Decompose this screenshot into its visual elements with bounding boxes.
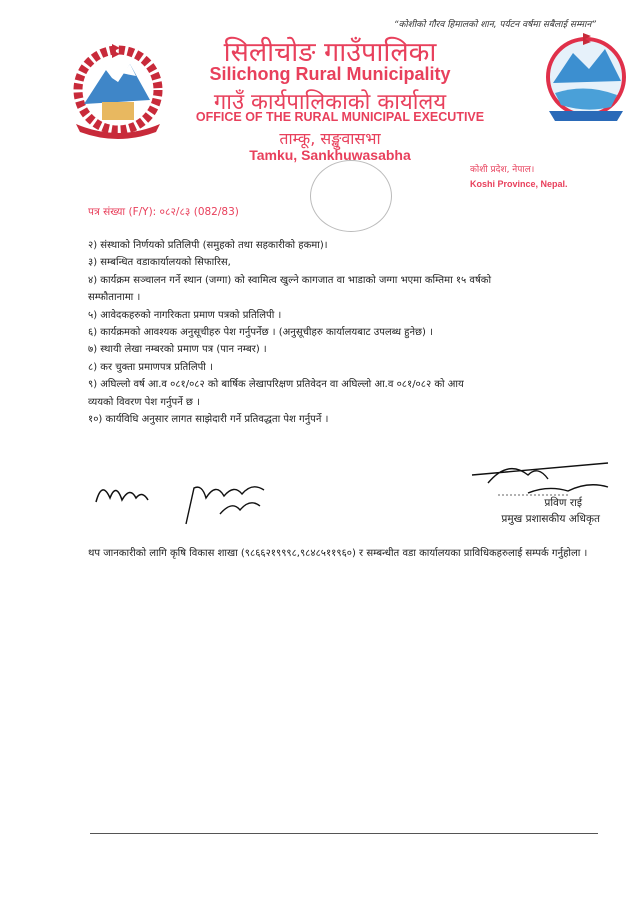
list-item: सम्फौतानामा ।	[88, 292, 141, 304]
signatory-block	[440, 495, 600, 527]
signature-1	[92, 478, 152, 514]
list-item: ७) स्थायी लेखा नम्बरको प्रमाण पत्र (पान नम्बर) ।	[88, 344, 267, 356]
province-english: Koshi Province, Nepal.	[470, 179, 568, 189]
requirements-list	[88, 237, 603, 428]
list-item: ३) सम्बन्धित वडाकार्यालयको सिफारिस,	[88, 257, 231, 269]
list-item: ५) आवेदकहरुको नागरिकता प्रमाण पत्रको प्रतिलिपी ।	[88, 309, 282, 321]
province-nepali: कोशी प्रदेश, नेपाल।	[470, 165, 535, 175]
list-item: ९) अघिल्लो वर्ष आ.व ०८१/०८२ को बार्षिक लेखापरिक्षण प्रतिवेदन वा अघिल्लो आ.व ०८१/०८२ को आय	[88, 379, 464, 391]
list-item: ८) कर चुक्ता प्रमाणपत्र प्रतिलिपी ।	[88, 361, 213, 373]
reference-number: पत्र संख्या (F/Y): ०८२/८३ (082/83)	[88, 206, 239, 218]
signatory-name: प्रविण राई	[544, 497, 582, 509]
municipality-name-nepali: सिलीचोङ गाउँपालिका	[223, 37, 437, 68]
office-name-english: OFFICE OF THE RURAL MUNICIPAL EXECUTIVE	[195, 110, 485, 124]
contact-note: थप जानकारीको लागि कृषि विकास शाखा (९८६६२१९९९८,९८४८५११९६०) र सम्बन्धीत वडा कार्यालयका प्राविधिकहरुलाई सम्पर्क गर्नुहोला ।	[88, 548, 588, 559]
list-item: व्ययको विवरण पेश गर्नुपर्ने छ ।	[88, 396, 200, 408]
silichong-municipality-logo	[545, 33, 627, 133]
address-nepali: ताम्कू, सङ्खुवासभा	[279, 129, 381, 148]
office-stamp	[310, 160, 392, 232]
province	[470, 163, 568, 192]
list-item: २) संस्थाको निर्णयको प्रतिलिपी (समुहको तथा सहकारीको हकमा)।	[88, 240, 328, 251]
signatory-title: प्रमुख प्रशासकीय अधिकृत	[501, 513, 600, 525]
list-item: १०) कार्यविधि अनुसार लागत साझेदारी गर्ने प्रतिवद्धता पेश गर्नुपर्ने ।	[88, 414, 329, 426]
slogan: “कोशीको गौरव हिमालको शान, पर्यटन वर्षमा सबैलाई सम्मान”	[393, 20, 596, 30]
office-name-nepali: गाउँ कार्यपालिकाको कार्यालय	[213, 90, 447, 115]
address-english: Tamku, Sankhuwasabha	[249, 147, 411, 163]
list-item: ४) कार्यक्रम सञ्चालन गर्ने स्थान (जग्गा) को स्वामित्व खुल्ने कागजात वा भाडाको जग्गा भएमा कम्तिमा १५ वर्षको	[88, 274, 492, 286]
signature-2	[180, 478, 270, 533]
municipality-name-english: Silichong Rural Municipality	[209, 64, 451, 84]
footer-divider	[90, 833, 598, 834]
list-item: ६) कार्यक्रमको आवश्यक अनुसूचीहरु पेश गर्नुपर्नेछ । (अनुसूचीहरु कार्यालयबाट उपलब्ध हुनेछ) ।	[88, 327, 433, 339]
